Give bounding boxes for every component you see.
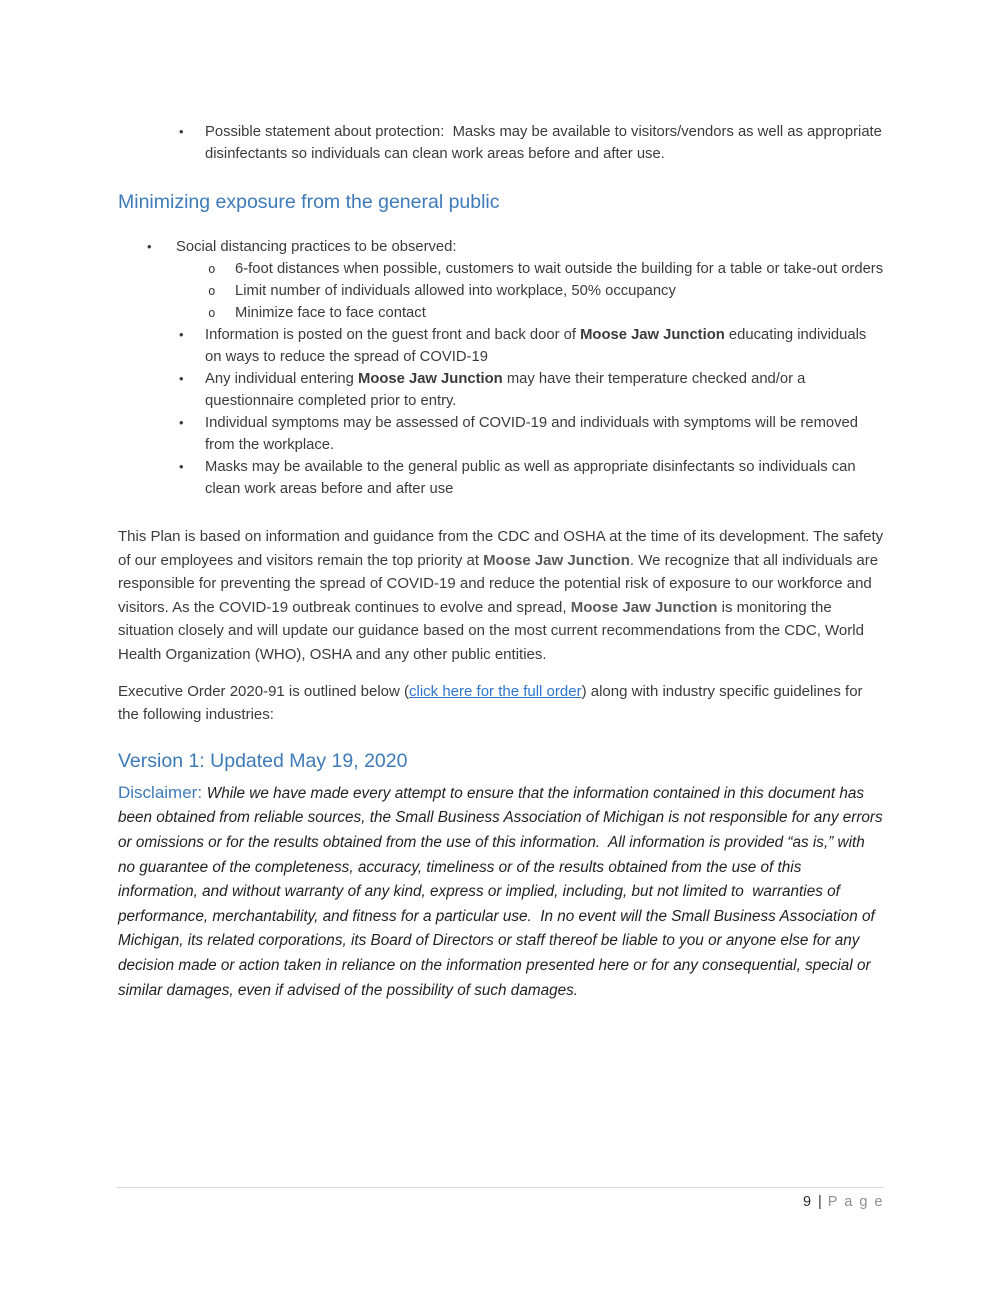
company-name: Moose Jaw Junction <box>570 598 718 616</box>
bullet-text: 6-foot distances when possible, customers to wait outside the building for a table or take-out orders <box>235 261 884 277</box>
text-segment: Executive Order 2020-91 is outlined below ( <box>118 682 409 700</box>
full-order-link[interactable]: click here for the full order <box>409 682 582 700</box>
circle-bullet-icon: o <box>208 261 216 276</box>
bullet-text: Minimize face to face contact <box>235 305 426 321</box>
text-segment: Information is posted on the guest front and back door of <box>205 327 581 343</box>
executive-order-paragraph <box>118 680 884 727</box>
footer-separator: | <box>818 1194 822 1210</box>
page-number: 9 <box>802 1194 812 1210</box>
text-segment: This Plan is based on information and guidance from the CDC and OSHA at the time of its development. The safety of our employees and visitors remain the top priority at <box>118 528 888 569</box>
disclaimer-label: Disclaimer: <box>118 782 207 802</box>
bullet-text <box>205 371 810 409</box>
bullet-item-protection <box>118 121 887 165</box>
circle-bullet-icon: o <box>208 305 216 320</box>
company-name: Moose Jaw Junction <box>580 327 725 343</box>
text-segment: Any individual entering <box>205 371 358 387</box>
version-heading: Version 1: Updated May 19, 2020 <box>118 749 408 772</box>
footer-page-label: P a g e <box>827 1194 884 1210</box>
company-name: Moose Jaw Junction <box>483 551 630 569</box>
text-segment: is monitoring the situation closely and will update our guidance based on the most current recommendations from the CDC, World Health Organization (WHO), OSHA and any other public entities. <box>118 598 869 663</box>
bullet-item-entry-screening <box>118 368 884 412</box>
document-content <box>118 0 888 1003</box>
company-name: Moose Jaw Junction <box>358 371 503 387</box>
disclaimer-text: While we have made every attempt to ensure that the information contained in this document has been obtained from reliable sources, the Small Business Association of Michigan is not responsible for any errors or omissions or for the results obtained from the use of this information. All information is provided “as is,” with no guarantee of the completeness, accuracy, timeliness or of the results obtained from the use of this information, and without warranty of any kind, express or implied, including, but not limited to warranties of performance, merchantability, and fitness for a particular use. In no event will the Small Business Association of Michigan, its related corporations, its Board of Directors or staff thereof be liable to you or anyone else for any decision made or action taken in reliance on the information presented here or for any consequential, special or similar damages, even if advised of the possibility of such damages. <box>118 784 887 999</box>
bullet-text <box>205 327 870 365</box>
text-segment: ) along with industry specific guidelines for the following industries: <box>118 682 867 724</box>
bullet-text: Social distancing practices to be observed: <box>176 239 457 255</box>
bullet-text: Possible statement about protection: Masks may be available to visitors/vendors as well as appropriate disinfectants so individuals can clean work areas before and after use. <box>205 124 887 162</box>
bullet-icon: • <box>179 327 184 342</box>
bullet-icon: • <box>179 371 184 386</box>
bullet-icon: • <box>179 124 184 139</box>
bullet-text: Individual symptoms may be assessed of COVID-19 and individuals with symptoms will be removed from the workplace. <box>205 415 863 453</box>
disclaimer-paragraph <box>118 781 887 1003</box>
exposure-list <box>118 236 884 500</box>
bullet-item-masks-public <box>118 456 884 500</box>
text-segment: . We recognize that all individuals are responsible for preventing the spread of COVID-19 and reduce the potential risk of exposure to our workforce and visitors. As the COVID-19 outbreak continues to evolve and spread, <box>118 551 883 616</box>
circle-bullet-icon: o <box>208 283 216 298</box>
section-heading-minimizing-exposure: Minimizing exposure from the general public <box>118 191 500 213</box>
plan-basis-paragraph <box>118 525 888 667</box>
bullet-item-symptoms <box>118 412 884 456</box>
bullet-item-social-distancing <box>118 236 884 258</box>
bullet-text: Masks may be available to the general public as well as appropriate disinfectants so individuals can clean work areas before and after use <box>205 459 860 497</box>
page-footer <box>117 1193 884 1211</box>
bullet-text: Limit number of individuals allowed into workplace, 50% occupancy <box>235 283 676 299</box>
bullet-icon: • <box>179 459 184 474</box>
footer-divider <box>117 1187 884 1188</box>
sub-bullet-occupancy <box>118 280 884 302</box>
text-segment: may have their temperature checked and/or a questionnaire completed prior to entry. <box>205 371 810 409</box>
text-segment: educating individuals on ways to reduce the spread of COVID-19 <box>205 327 871 365</box>
bullet-icon: • <box>147 239 152 254</box>
sub-bullet-face-contact <box>118 302 884 324</box>
bullet-icon: • <box>179 415 184 430</box>
bullet-item-information-posted <box>118 324 884 368</box>
sub-bullet-6-foot <box>118 258 884 280</box>
